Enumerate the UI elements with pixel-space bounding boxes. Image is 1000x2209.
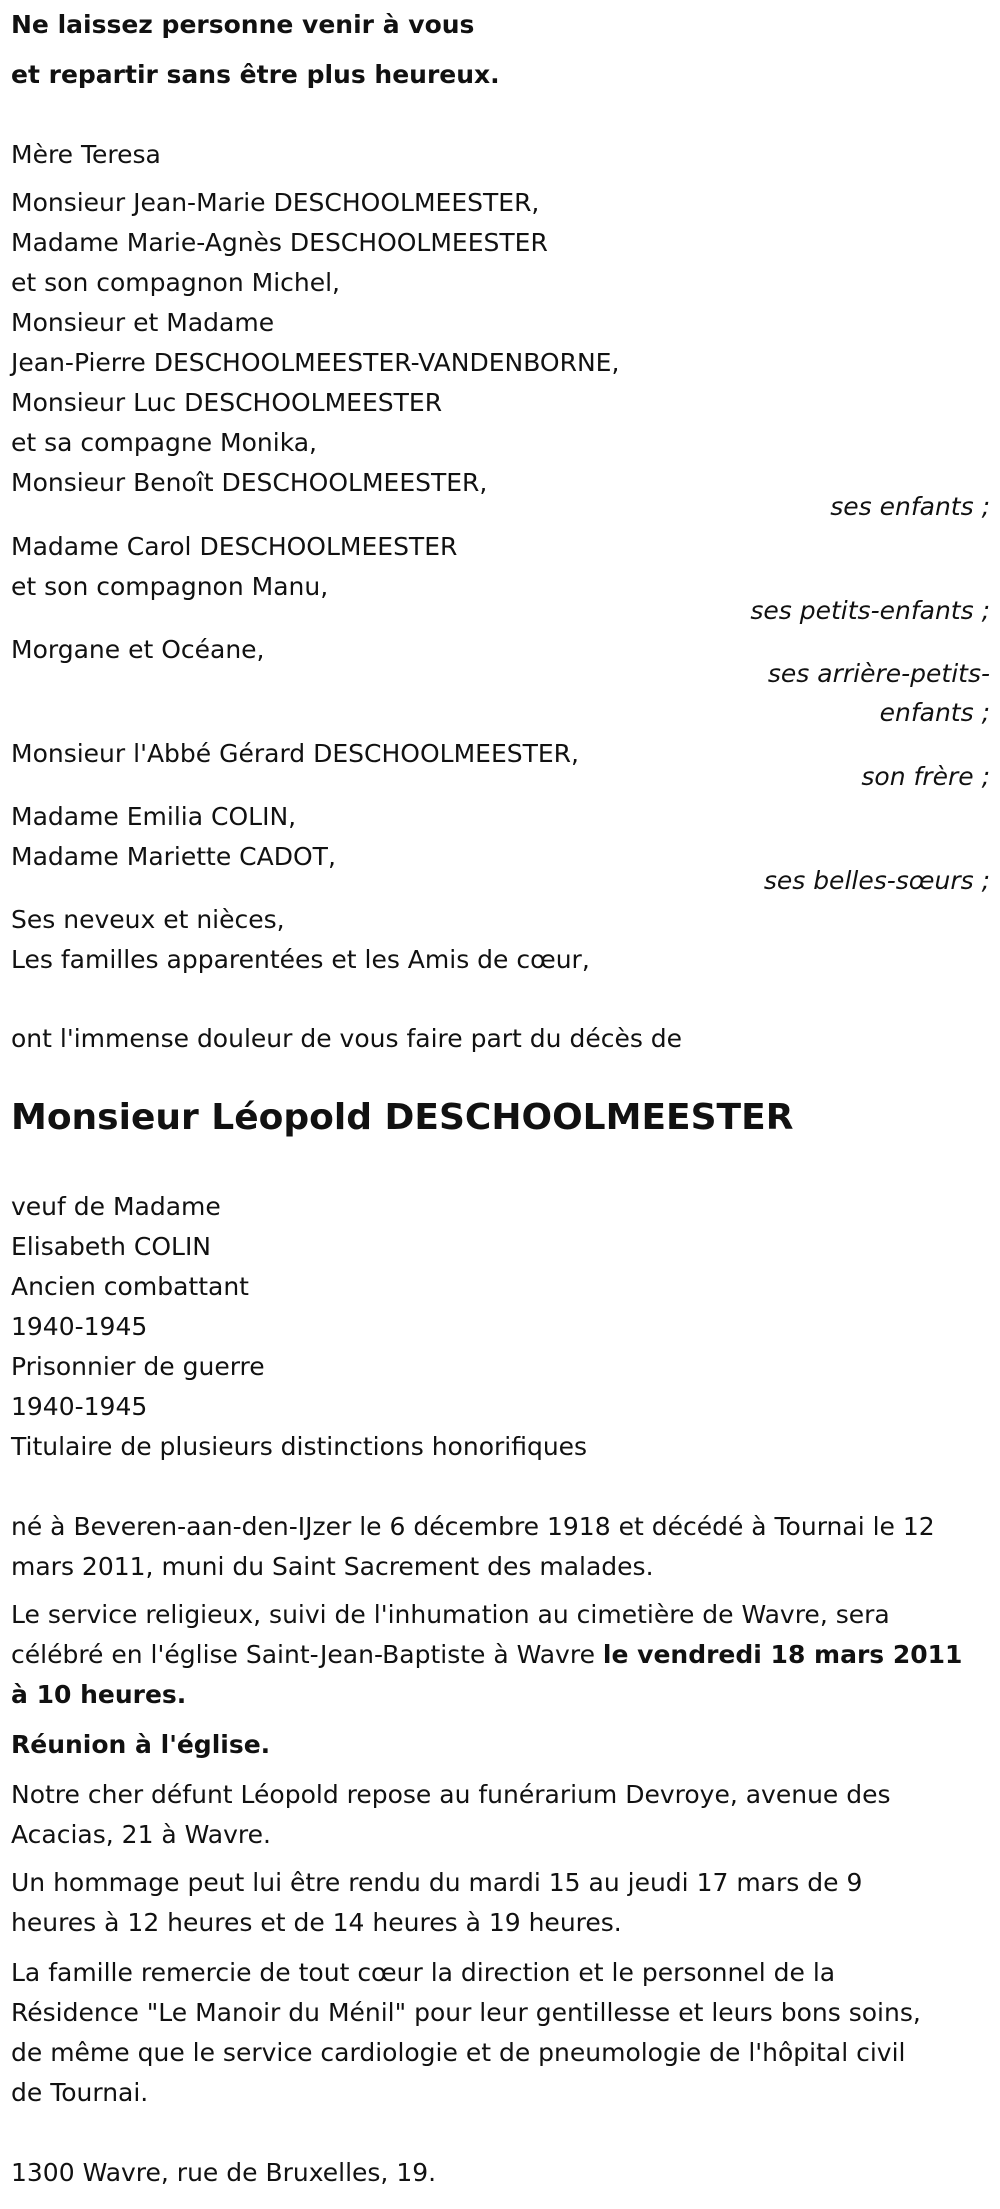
thanks-line: La famille remercie de tout cœur la direction et le personnel de la <box>11 1958 836 1987</box>
funerarium-line: Notre cher défunt Léopold repose au funérarium Devroye, avenue des <box>11 1780 891 1809</box>
thanks-line: de même que le service cardiologie et de pneumologie de l'hôpital civil <box>11 2038 906 2067</box>
detail-line: Prisonnier de guerre <box>11 1352 265 1381</box>
mourner-line: Monsieur Benoît DESCHOOLMEESTER, <box>11 468 488 497</box>
mourner-line: Monsieur Jean-Marie DESCHOOLMEESTER, <box>11 188 540 217</box>
mourner-line: et son compagnon Manu, <box>11 572 329 601</box>
deceased-name: Monsieur Léopold DESCHOOLMEESTER <box>11 1097 794 1138</box>
hommage-line: heures à 12 heures et de 14 heures à 19 heures. <box>11 1908 622 1937</box>
funerarium-line: Acacias, 21 à Wavre. <box>11 1820 271 1849</box>
thanks-line: de Tournai. <box>11 2078 149 2107</box>
detail-line: 1940-1945 <box>11 1392 148 1421</box>
announcement-text: ont l'immense douleur de vous faire part du décès de <box>11 1024 683 1053</box>
birth-death-line: né à Beveren-aan-den-IJzer le 6 décembre 1918 et décédé à Tournai le 12 <box>11 1512 935 1541</box>
mourner-line: Morgane et Océane, <box>11 635 265 664</box>
mourner-line: Les familles apparentées et les Amis de cœur, <box>11 945 590 974</box>
mourner-line: Madame Marie-Agnès DESCHOOLMEESTER <box>11 228 548 257</box>
opening-quote-line-1: Ne laissez personne venir à vous <box>11 10 475 39</box>
service-line <box>11 1635 962 1675</box>
service-date: le vendredi 18 mars 2011 <box>602 1640 963 1669</box>
birth-death-line: mars 2011, muni du Saint Sacrement des malades. <box>11 1552 654 1581</box>
mourner-line: et son compagnon Michel, <box>11 268 341 297</box>
mourner-line: Madame Carol DESCHOOLMEESTER <box>11 532 458 561</box>
service-line: Le service religieux, suivi de l'inhumation au cimetière de Wavre, sera <box>11 1600 890 1629</box>
relation-great-grandchildren-1: ses arrière-petits- <box>767 659 990 688</box>
opening-quote-line-2: et repartir sans être plus heureux. <box>11 60 500 89</box>
mourner-line: Ses neveux et nièces, <box>11 905 285 934</box>
thanks-line: Résidence "Le Manoir du Ménil" pour leur gentillesse et leurs bons soins, <box>11 1998 921 2027</box>
detail-line: 1940-1945 <box>11 1312 148 1341</box>
relation-grandchildren: ses petits-enfants ; <box>750 596 990 625</box>
mourner-line: Monsieur et Madame <box>11 308 275 337</box>
hommage-line: Un hommage peut lui être rendu du mardi 15 au jeudi 17 mars de 9 <box>11 1868 863 1897</box>
relation-great-grandchildren-2: enfants ; <box>879 698 990 727</box>
address: 1300 Wavre, rue de Bruxelles, 19. <box>11 2158 437 2187</box>
detail-line: Elisabeth COLIN <box>11 1232 212 1261</box>
mourner-line: Monsieur l'Abbé Gérard DESCHOOLMEESTER, <box>11 739 579 768</box>
mourner-line: Jean-Pierre DESCHOOLMEESTER-VANDENBORNE, <box>11 348 620 377</box>
mourner-line: Monsieur Luc DESCHOOLMEESTER <box>11 388 443 417</box>
detail-line: Ancien combattant <box>11 1272 249 1301</box>
detail-line: Titulaire de plusieurs distinctions honorifiques <box>11 1432 588 1461</box>
relation-children: ses enfants ; <box>830 492 990 521</box>
relation-sisters-in-law: ses belles-sœurs ; <box>763 866 990 895</box>
detail-line: veuf de Madame <box>11 1192 221 1221</box>
service-time: à 10 heures. <box>11 1680 187 1709</box>
mourner-line: Madame Emilia COLIN, <box>11 802 297 831</box>
mourner-line: et sa compagne Monika, <box>11 428 318 457</box>
quote-author: Mère Teresa <box>11 140 161 169</box>
relation-brother: son frère ; <box>861 762 990 791</box>
service-location: célébré en l'église Saint-Jean-Baptiste à Wavre <box>11 1640 603 1669</box>
mourner-line: Madame Mariette CADOT, <box>11 842 336 871</box>
reunion-note: Réunion à l'église. <box>11 1730 271 1759</box>
